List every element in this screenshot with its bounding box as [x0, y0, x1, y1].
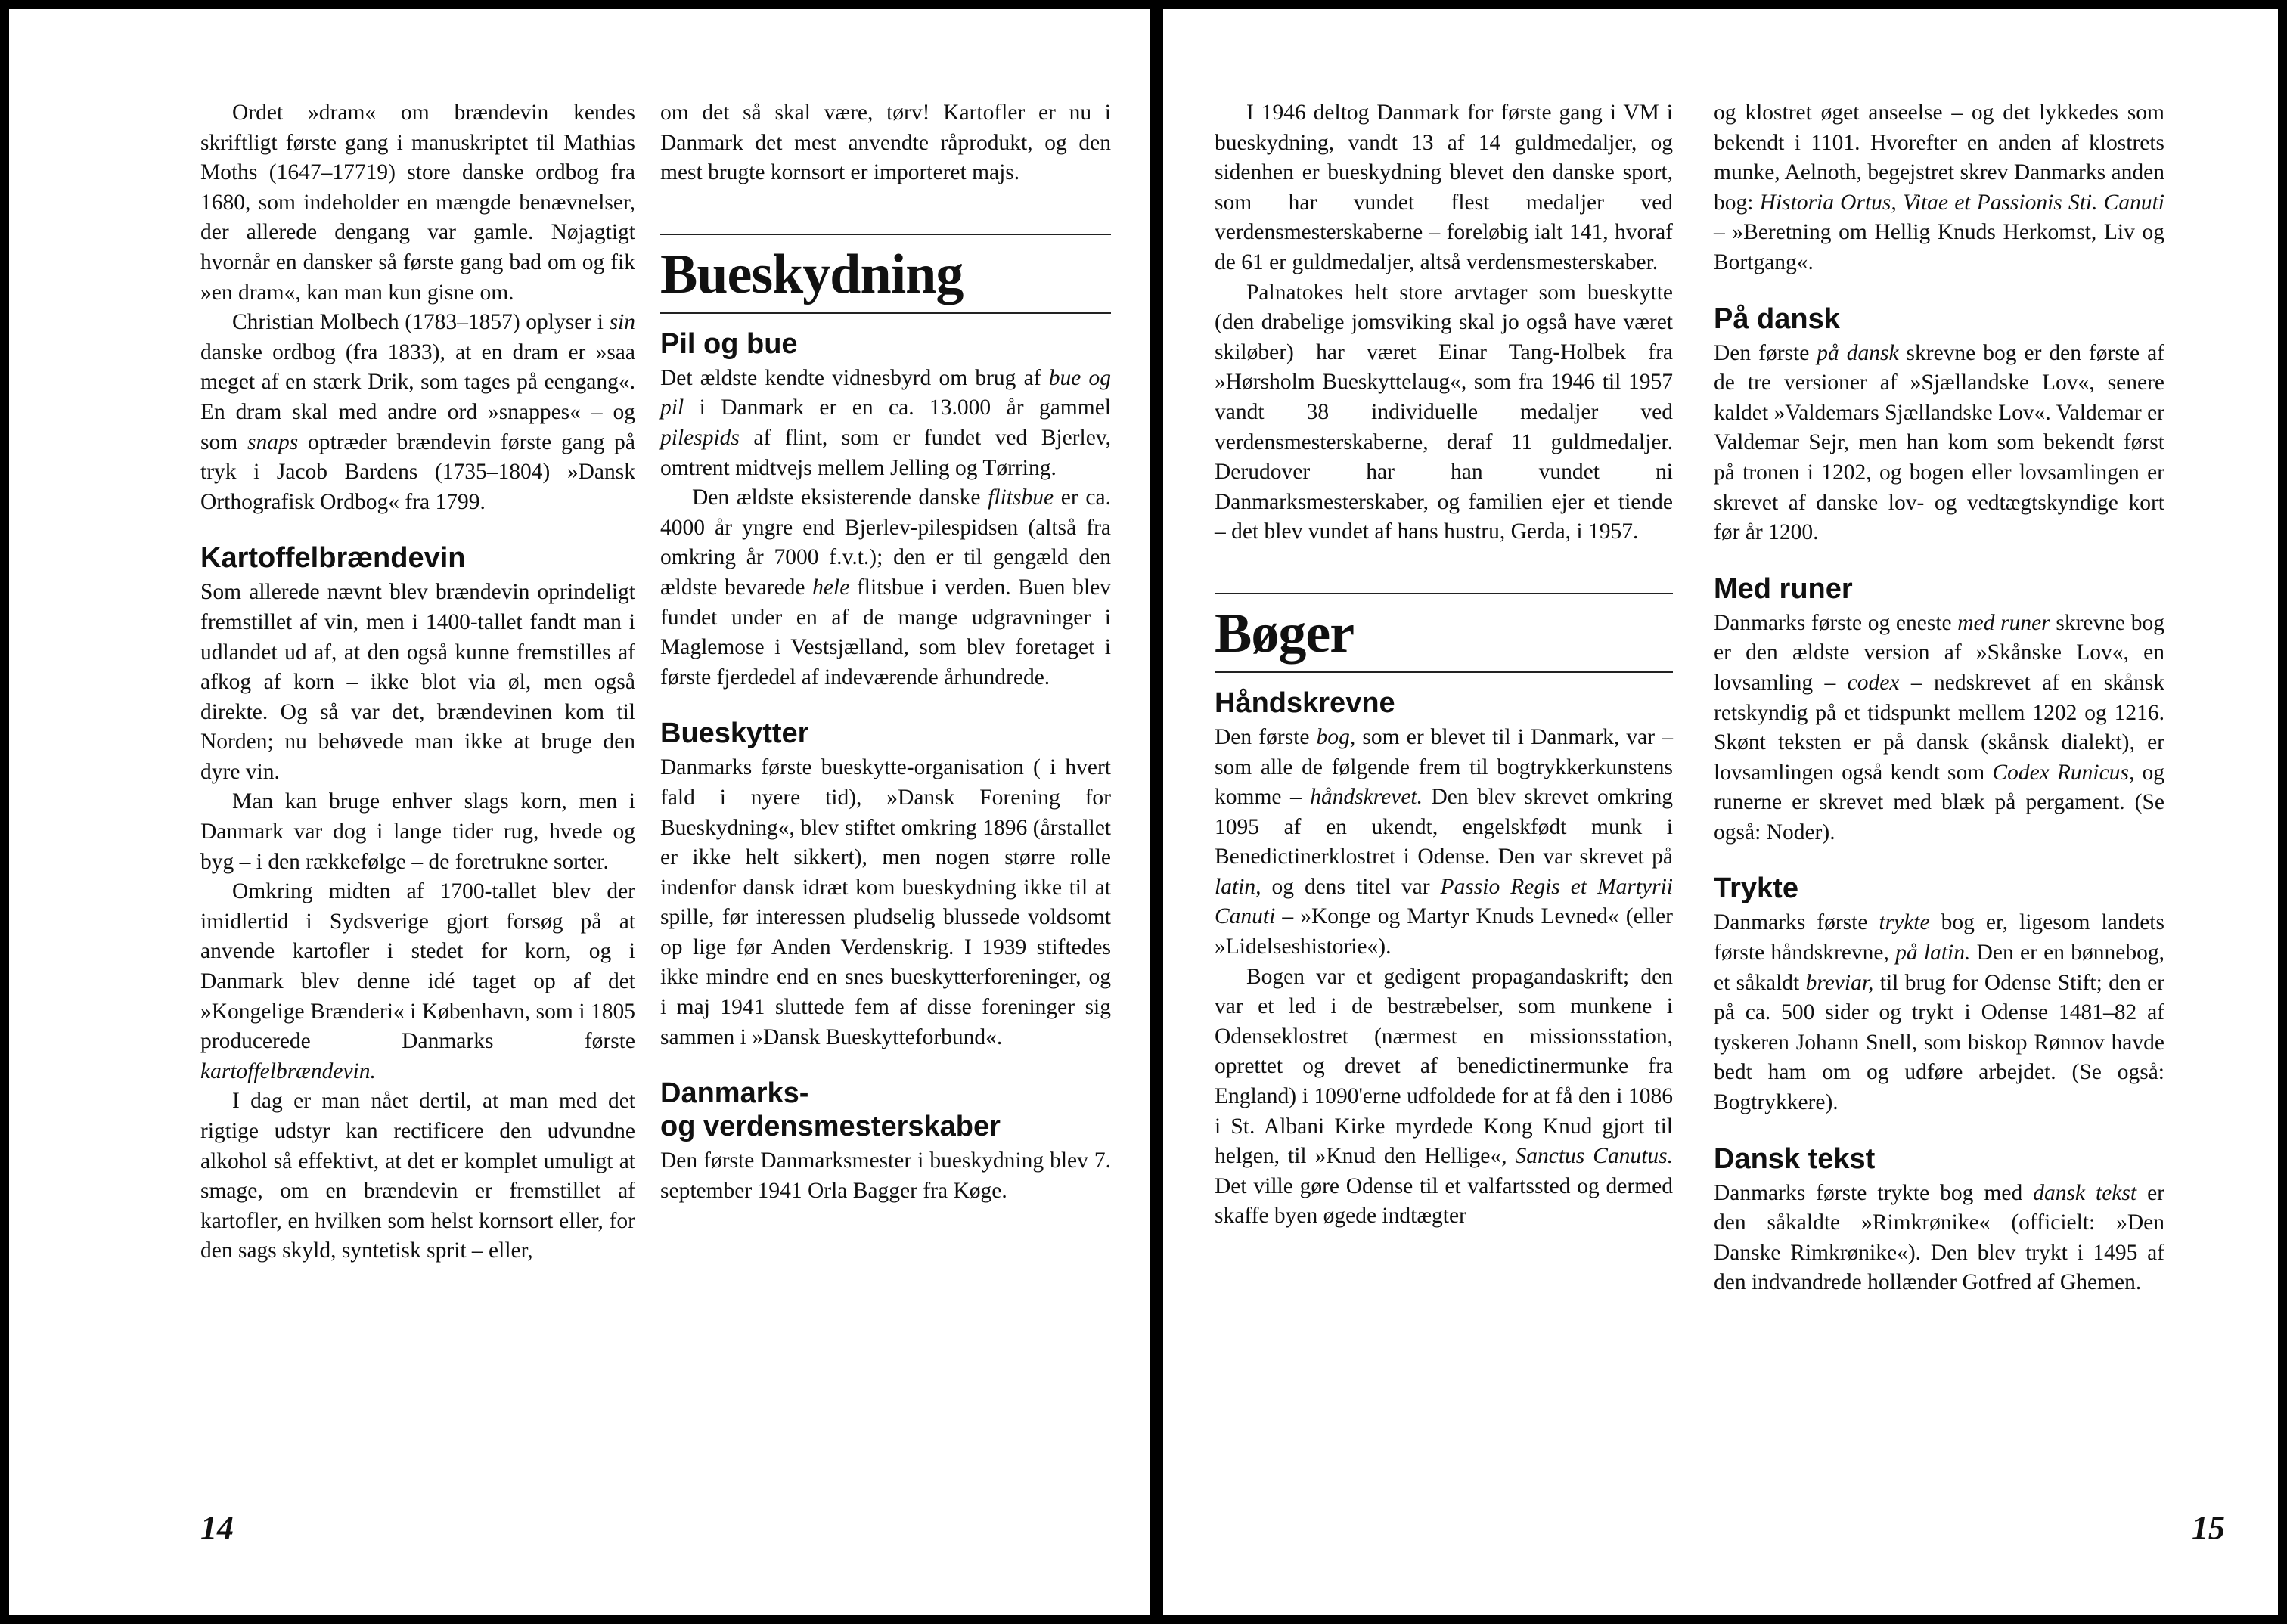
left-column-1 — [200, 98, 635, 1266]
subheading-haandskrevne: Håndskrevne — [1215, 686, 1395, 719]
paragraph: Den første bog, som er blevet til i Danmark, var – som alle de følgende frem til bogtrykkerkunstens komme – håndskrevet. Den blev skrevet omkring 1095 af en ukendt, engelskfødt munk i Benedictinerklostret i Odense. Den var skrevet på latin, og dens titel var Passio Regis et Martyrii Canuti – »Konge og Martyr Knuds Levned« (eller »Lidelseshistorie«). — [1215, 724, 1673, 959]
page-number: 15 — [2192, 1509, 2225, 1546]
subheading-kartoffelbraendevin: Kartoffelbrændevin — [200, 542, 466, 575]
paragraph: Det ældste kendte vidnesbyrd om brug af bue og pil i Danmark er en ca. 13.000 år gammel pilespids af flint, som er fundet ved Bjerlev, omtrent midtvejs mellem Jelling og Tørring. — [660, 365, 1111, 480]
paragraph: Den ældste eksisterende danske flitsbue er ca. 4000 år yngre end Bjerlev-pilespidsen (altså fra omkring år 7000 f.v.t.); den er til gengæld den ældste bevarede hele flitsbue i verden. Buen blev fundet under en af de mange udgravninger i Maglemose i Vestsjælland, som blev foretaget i første fjerdedel af indeværende århundrede. — [660, 485, 1111, 690]
paragraph: Den første Danmarksmester i bueskydning blev 7. september 1941 Orla Bagger fra Køge. — [660, 1148, 1111, 1203]
section-header — [1215, 593, 1673, 673]
subheading-med-runer: Med runer — [1714, 572, 1853, 605]
paragraph: Christian Molbech (1783–1857) oplyser i sin danske ordbog (fra 1833), at en dram er »saa meget af en stærk Drik, som tages på eengang«. En dram skal med andre ord »snappes« – og som snaps optræder brændevin første gang på tryk i Jacob Bardens (1735–1804) »Dansk Orthografisk Ordbog« fra 1799. — [200, 310, 635, 514]
section-title-boeger: Bøger — [1215, 602, 1355, 665]
paragraph: Som allerede nævnt blev brændevin oprindeligt fremstillet af vin, men i 1400-tallet fandt man i udlandet ud af, at den også kunne fremstilles af afkog af korn – ikke blot via øl, men også direkte. Og så var det, brændevinen kom til Norden; nu behøvede man ikke at bruge den dyre vin. — [200, 580, 635, 784]
right-page — [1163, 9, 2278, 1615]
subheading-bueskytter: Bueskytter — [660, 717, 809, 750]
paragraph: I dag er man nået dertil, at man med det rigtige udstyr kan rectificere den udvundne alkohol så effektivt, at det er komplet umuligt at smage, om en brændevin er fremstillet af kartofler, en hvilken som helst kornsort eller, for den sags skyld, syntetisk sprit – eller, — [200, 1089, 635, 1263]
section-title-bueskydning: Bueskydning — [660, 243, 964, 305]
left-page — [9, 9, 1150, 1615]
paragraph: Danmarks første bueskytte-organisation ( i hvert fald i nyere tid), »Dansk Forening for Bueskydning«, blev stiftet omkring 1896 (årstallet er ikke helt sikkert), men nogen større rolle indenfor dansk idræt kom bueskydning ikke til at spille, før interessen pludselig blussede voldsomt op lige før Anden Verdenskrig. I 1939 stiftedes ikke mindre end en snes bueskytterforeninger, og i maj 1941 sluttede fem af disse foreninger sig sammen i »Dansk Bueskytteforbund«. — [660, 755, 1111, 1049]
subheading-trykte: Trykte — [1714, 872, 1798, 905]
paragraph: Den første på dansk skrevne bog er den første af de tre versioner af »Sjællandske Lov«, senere kaldet »Valdemars Sjællandske Lov«. Valdemar er Valdemar Sejr, men han kom som bekendt først på tronen i 1202, og bogen eller lovsamlingen er skrevet af danske lov- og vedtægtskyndige kort før år 1200. — [1714, 340, 2164, 545]
paragraph: Danmarks første trykte bog er, ligesom landets første håndskrevne, på latin. Den er en bønnebog, et såkaldt breviar, til brug for Odense Stift; den er på ca. 500 sider og trykt i Odense 1481–82 af tyskeren Johann Snell, som biskop Rønnov havde bedt ham om og udføre arbejdet. (Se også: Bogtrykkere). — [1714, 910, 2164, 1115]
paragraph: Ordet »dram« om brændevin kendes skriftligt første gang i manuskriptet til Mathias Moths (1647–17719) store danske ordbog fra 1680, som indeholder en mængde benævnelser, der allerede dengang var gamle. Nøjagtigt hvornår en dansker så første gang bad om og fik »en dram«, kan man kun gisne om. — [200, 101, 635, 305]
paragraph: I 1946 deltog Danmark for første gang i VM i bueskydning, vandt 13 af 14 guldmedaljer, og sidenhen er bueskydning blevet den danske sport, som har vundet flest medaljer ved verdensmesterskaberne – foreløbig ialt 141, hvoraf de 61 er guldmedaljer, altså verdensmesterskaber. — [1215, 101, 1673, 274]
paragraph: Danmarks første trykte bog med dansk tekst er den såkaldte »Rimkrønike« (officielt: »Den Danske Rimkrønike«). Den blev trykt i 1495 af den indvandrede hollænder Gotfred af Ghemen. — [1714, 1180, 2164, 1295]
subheading-paa-dansk: På dansk — [1714, 302, 1840, 335]
paragraph: og klostret øget anseelse – og det lykkedes som bekendt i 1101. Hvorefter en anden af klostrets munke, Aelnoth, begejstret skrev Danmarks anden bog: Historia Ortus, Vitae et Passionis Sti. Canuti – »Beretning om Hellig Knuds Herkomst, Liv og Bortgang«. — [1714, 101, 2164, 274]
subheading-dansk-tekst: Dansk tekst — [1714, 1142, 1876, 1175]
paragraph: Man kan bruge enhver slags korn, men i Danmark var dog i lange tider rug, hvede og byg – i den rækkefølge – de foretrukne sorter. — [200, 789, 635, 874]
right-column-2 — [1714, 98, 2164, 1298]
left-column-2 — [660, 98, 1111, 1206]
section-header — [660, 234, 1111, 314]
page-number: 14 — [200, 1509, 234, 1546]
paragraph: Omkring midten af 1700-tallet blev der imidlertid i Sydsverige gjort forsøg på at anvende kartofler i stedet for korn, og i Danmark blev denne idé taget op af det »Kongelige Brænderi« i København, som i 1805 producerede Danmarks første kartoffelbrændevin. — [200, 879, 635, 1083]
paragraph: Danmarks første og eneste med runer skrevne bog er den ældste version af »Skånske Lov«, en lovsamling – codex – nedskrevet af en skånsk retskyndig på et tidspunkt mellem 1202 og 1216. Skønt teksten er på dansk (skånsk dialekt), er lovsamlingen også kendt som Codex Runicus, og runerne er skrevet med blæk på pergament. (Se også: Noder). — [1714, 610, 2165, 845]
subheading-pil-og-bue: Pil og bue — [660, 327, 798, 360]
paragraph: Palnatokes helt store arvtager som bueskytte (den drabelige jomsviking skal jo også have været skiløber) har været Einar Tang-Holbek fra »Hørsholm Bueskyttelaug«, som fra 1946 til 1957 vandt 38 individuelle medaljer ved verdensmesterskaberne, deraf 11 guldmedaljer. Derudover har han vundet ni Danmarksmesterskaber, og familien ejer et tiende – det blev vundet af hans hustru, Gerda, i 1957. — [1215, 280, 1673, 544]
subheading-mesterskaber: Danmarks- og verdensmesterskaber — [660, 1077, 1001, 1143]
right-column-1 — [1215, 98, 1673, 1232]
paragraph: om det så skal være, tørv! Kartofler er nu i Danmark det mest anvendte råprodukt, og den mest brugte kornsort er importeret majs. — [660, 101, 1111, 185]
paragraph: Bogen var et gedigent propagandaskrift; den var et led i de bestræbelser, som munkene i Odenseklostret (nærmest en missionsstation, oprettet og drevet af benedictinermunke fra England) i 1090'erne udfoldede for at få den i 1086 i St. Albani Kirke myrdede Kong Knud gjort til helgen, til »Knud den Hellige«, Sanctus Canutus. Det ville gøre Odense til et valfartssted og dermed skaffe byen øgede indtægter — [1215, 964, 1674, 1229]
